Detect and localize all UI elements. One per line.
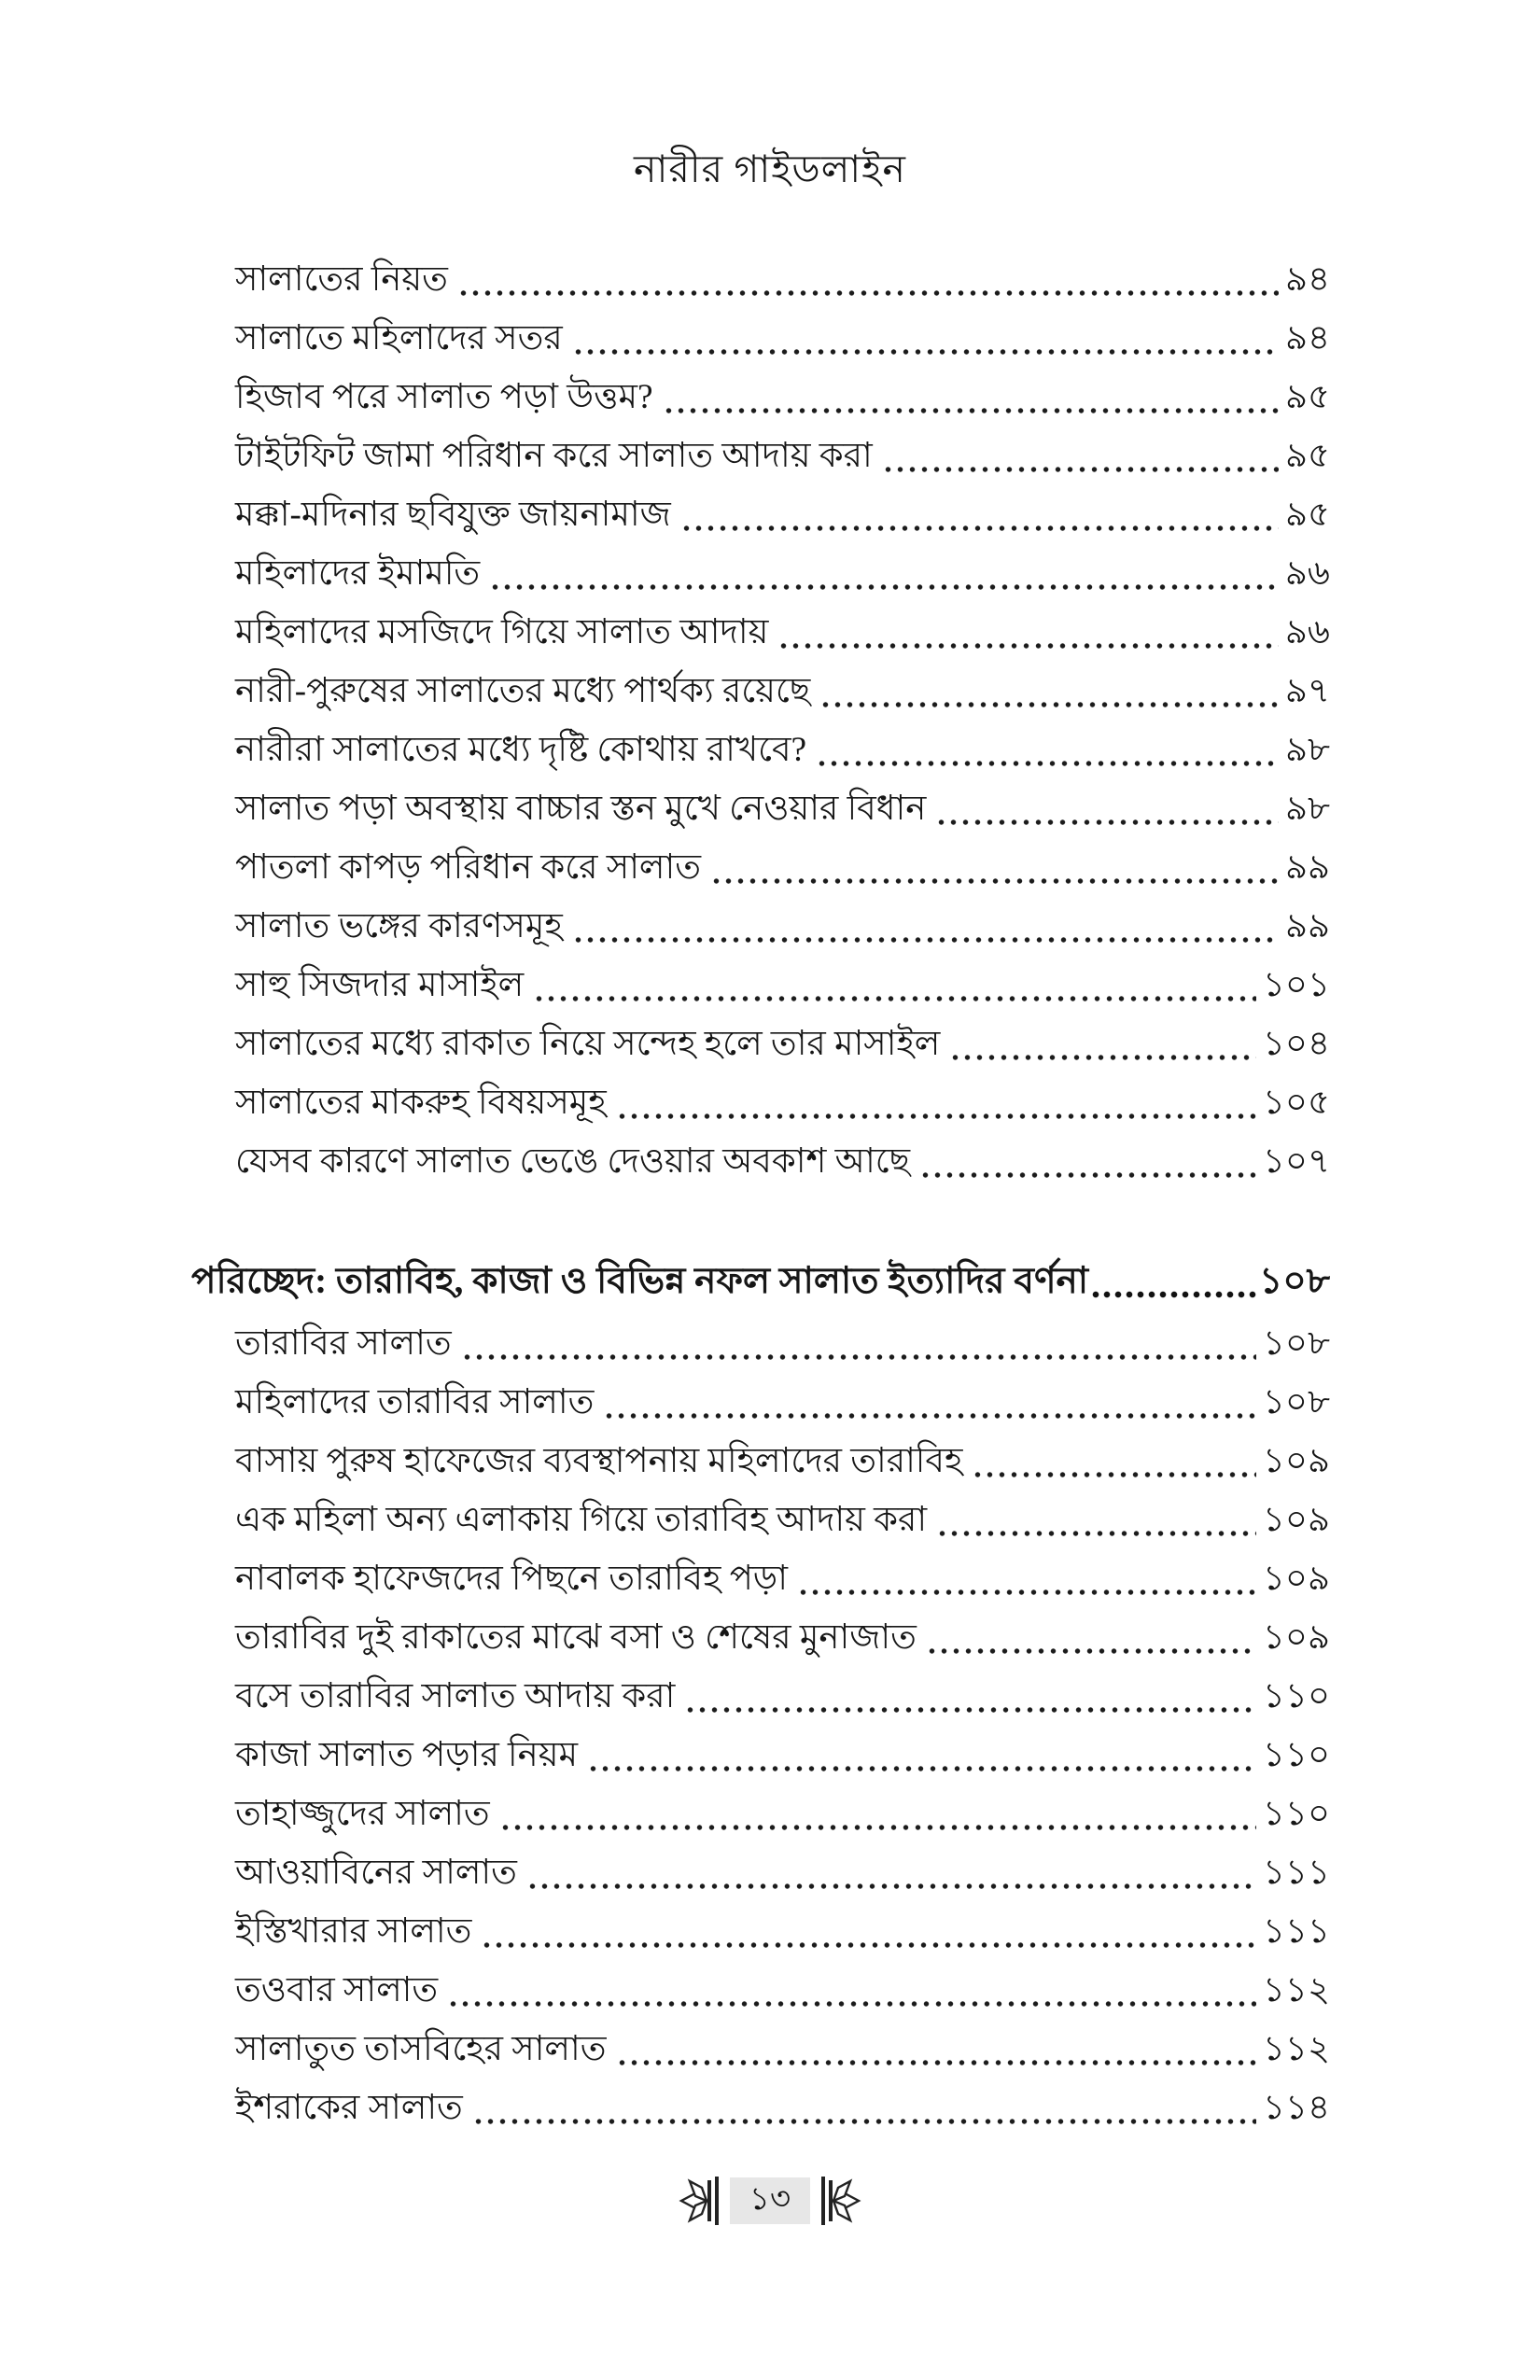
dot-leader — [777, 641, 1279, 651]
toc-entry-row — [235, 1609, 1330, 1668]
toc-entry-row — [235, 604, 1330, 663]
toc-entry-page-number: ১১১ — [1262, 1854, 1330, 1892]
dot-leader — [572, 347, 1279, 357]
toc-entry-title: বাসায় পুরুষ হাফেজের ব্যবস্থাপনায় মহিলাদের তারাবিহ — [235, 1442, 963, 1480]
dot-leader — [572, 935, 1279, 945]
toc-entry-row — [235, 1133, 1330, 1192]
toc-entry-title: মক্কা-মদিনার ছবিযুক্ত জায়নামাজ — [235, 496, 671, 534]
toc-entry-page-number: ১০৪ — [1262, 1025, 1330, 1063]
dot-leader — [935, 818, 1279, 827]
toc-entry-page-number: ৯৮ — [1284, 790, 1330, 828]
toc-entry-page-number: ৯৫ — [1284, 378, 1330, 416]
toc-entry-title: টাইটফিট জামা পরিধান করে সালাত আদায় করা — [235, 437, 873, 475]
dot-leader — [603, 1411, 1256, 1421]
dot-leader — [499, 1823, 1256, 1832]
toc-entry-title: বসে তারাবির সালাত আদায় করা — [235, 1677, 676, 1715]
toc-entry-title: মহিলাদের তারাবির সালাত — [235, 1383, 595, 1421]
toc-entry-title: পাতলা কাপড় পরিধান করে সালাত — [235, 848, 701, 887]
toc-entry-row — [235, 251, 1330, 310]
toc-entry-title: সালাত পড়া অবস্থায় বাচ্চার স্তন মুখে নেওয়ার বিধান — [235, 790, 927, 828]
lotus-ornament-left-icon — [679, 2177, 721, 2225]
toc-entry-title: সালাতুত তাসবিহের সালাত — [235, 2030, 607, 2068]
toc-entry-title: তওবার সালাত — [235, 1971, 439, 2009]
toc-entry-title: তাহাজ্জুদের সালাত — [235, 1795, 490, 1833]
toc-entry-title: সালাতের নিয়ত — [235, 260, 448, 299]
toc-entry-row — [235, 1550, 1330, 1609]
toc-entry-title: ইশরাকের সালাত — [235, 2089, 463, 2127]
dot-leader — [972, 1470, 1256, 1479]
toc-entry-row — [235, 427, 1330, 486]
toc-entry-title: ইস্তিখারার সালাত — [235, 1912, 472, 1951]
toc-entry-page-number: ৯৫ — [1284, 496, 1330, 534]
dot-leader — [587, 1764, 1256, 1773]
toc-entry-title: এক মহিলা অন্য এলাকায় গিয়ে তারাবিহ আদায় করা — [235, 1501, 928, 1539]
toc-entry-page-number: ১০৮ — [1259, 1260, 1330, 1301]
toc-entry-row — [235, 1844, 1330, 1903]
toc-entry-row — [235, 1785, 1330, 1844]
toc-entry-page-number: ১০৯ — [1262, 1618, 1330, 1657]
toc-entry-page-number: ৯৮ — [1284, 731, 1330, 769]
dot-leader — [663, 406, 1279, 415]
dot-leader — [526, 1882, 1256, 1891]
dot-leader — [949, 1053, 1256, 1062]
toc-entry-row — [235, 310, 1330, 369]
dot-leader — [882, 465, 1279, 474]
lotus-ornament-right-icon — [819, 2177, 861, 2225]
page-footer — [0, 2177, 1540, 2225]
toc-entry-page-number: ৯৪ — [1284, 319, 1330, 357]
toc-entry-row — [235, 1962, 1330, 2021]
toc-entry-title: আওয়াবিনের সালাত — [235, 1854, 517, 1892]
dot-leader — [616, 1112, 1256, 1121]
toc-entry-title: কাজা সালাত পড়ার নিয়ম — [235, 1736, 579, 1774]
toc-entry-page-number: ১১৪ — [1262, 2089, 1330, 2127]
toc-entry-title: নাবালক হাফেজদের পিছনে তারাবিহ পড়া — [235, 1560, 788, 1598]
toc-entry-row — [235, 2021, 1330, 2079]
toc-entry-row — [235, 486, 1330, 545]
toc-entry-row — [235, 721, 1330, 780]
toc-entry-row — [235, 1374, 1330, 1433]
toc-entry-title: হিজাব পরে সালাত পড়া উত্তম? — [235, 378, 653, 416]
toc-entry-row — [235, 545, 1330, 604]
toc-entry-title: সাহু সিজদার মাসাইল — [235, 966, 525, 1004]
toc-entry-row — [235, 2079, 1330, 2138]
dot-leader — [819, 700, 1279, 709]
toc-entry-page-number: ১১০ — [1262, 1736, 1330, 1774]
toc-entry-page-number: ১০৯ — [1262, 1442, 1330, 1480]
page-number-box — [730, 2177, 810, 2224]
toc-entry-title: সালাত ভঙ্গের কারণসমূহ — [235, 907, 563, 945]
toc-entry-row — [235, 957, 1330, 1015]
toc-entry-row — [235, 1315, 1330, 1374]
book-title: নারীর গাইডলাইন — [634, 147, 906, 190]
toc-entry-page-number: ১০৯ — [1262, 1560, 1330, 1598]
dot-leader — [533, 994, 1256, 1003]
toc-entry-row — [235, 1074, 1330, 1133]
dot-leader — [447, 1999, 1256, 2009]
toc-entry-title: যেসব কারণে সালাত ভেঙে দেওয়ার অবকাশ আছে — [235, 1142, 911, 1181]
toc-entry-row — [235, 898, 1330, 957]
dot-leader — [936, 1529, 1256, 1538]
toc-entry-title: সালাতে মহিলাদের সতর — [235, 319, 563, 357]
toc-entry-row — [235, 1015, 1330, 1074]
toc-entry-page-number: ১০১ — [1262, 966, 1330, 1004]
toc-entry-page-number: ৯৯ — [1284, 848, 1330, 887]
dot-leader — [616, 2058, 1256, 2067]
toc-entry-page-number: ১১২ — [1262, 1971, 1330, 2009]
toc-entry-page-number: ১১০ — [1262, 1795, 1330, 1833]
dot-leader — [710, 876, 1279, 886]
toc-entry-row — [235, 663, 1330, 721]
toc-entry-title: মহিলাদের মসজিদে গিয়ে সালাত আদায় — [235, 613, 769, 651]
dot-leader — [461, 1352, 1256, 1362]
dot-leader — [481, 1940, 1256, 1950]
dot-leader — [816, 759, 1279, 768]
toc-entry-row — [235, 1727, 1330, 1785]
dot-leader — [489, 582, 1279, 592]
page-number: ১৩ — [749, 2181, 791, 2217]
running-head — [0, 140, 1540, 204]
toc-entry-row — [235, 1903, 1330, 1962]
toc-entry-row — [235, 1491, 1330, 1550]
dot-leader — [684, 1705, 1256, 1715]
toc-entry-row — [235, 839, 1330, 898]
toc-section-heading-title: পরিচ্ছেদ: তারাবিহ, কাজা ও বিভিন্ন নফল সালাত ইত্যাদির বর্ণনা — [191, 1260, 1089, 1301]
toc-entry-page-number: ১১২ — [1262, 2030, 1330, 2068]
toc-entry-row — [235, 780, 1330, 839]
toc-entry-page-number: ১১০ — [1262, 1677, 1330, 1715]
toc-entry-title: নারী-পুরুষের সালাতের মধ্যে পার্থক্য রয়েছে — [235, 672, 811, 710]
toc-section-heading-row — [191, 1250, 1330, 1315]
toc-entry-page-number: ১১১ — [1262, 1912, 1330, 1951]
toc-entry-page-number: ৯৫ — [1284, 437, 1330, 475]
toc-entry-title: তারাবির দুই রাকাতের মাঝে বসা ও শেষের মুনাজাত — [235, 1618, 917, 1657]
dot-leader — [797, 1588, 1256, 1597]
toc-entry-page-number: ৯৬ — [1284, 613, 1330, 651]
toc-entry-page-number: ১০৮ — [1262, 1383, 1330, 1421]
toc-entry-page-number: ১০৮ — [1262, 1324, 1330, 1363]
dot-leader — [472, 2117, 1256, 2126]
toc-entry-page-number: ৯৭ — [1284, 672, 1330, 710]
toc-entry-row — [235, 1668, 1330, 1727]
table-of-contents — [191, 251, 1330, 2138]
toc-entry-page-number: ১০৫ — [1262, 1084, 1330, 1122]
dot-leader — [919, 1170, 1256, 1180]
toc-entry-page-number: ১০৯ — [1262, 1501, 1330, 1539]
toc-entry-title: মহিলাদের ইমামতি — [235, 554, 481, 593]
dot-leader — [680, 524, 1279, 533]
toc-entry-row — [235, 1433, 1330, 1491]
toc-entry-page-number: ১০৭ — [1262, 1142, 1330, 1181]
dot-leader — [926, 1646, 1256, 1656]
dot-leader — [1090, 1290, 1256, 1299]
dot-leader — [457, 288, 1279, 298]
toc-entry-title: সালাতের মাকরুহ বিষয়সমূহ — [235, 1084, 607, 1122]
toc-entry-title: তারাবির সালাত — [235, 1324, 452, 1363]
toc-entry-page-number: ৯৬ — [1284, 554, 1330, 593]
toc-entry-title: সালাতের মধ্যে রাকাত নিয়ে সন্দেহ হলে তার মাসাইল — [235, 1025, 941, 1063]
toc-entry-page-number: ৯৪ — [1284, 260, 1330, 299]
toc-entry-title: নারীরা সালাতের মধ্যে দৃষ্টি কোথায় রাখবে? — [235, 731, 806, 769]
toc-entry-row — [235, 369, 1330, 427]
toc-entry-page-number: ৯৯ — [1284, 907, 1330, 945]
